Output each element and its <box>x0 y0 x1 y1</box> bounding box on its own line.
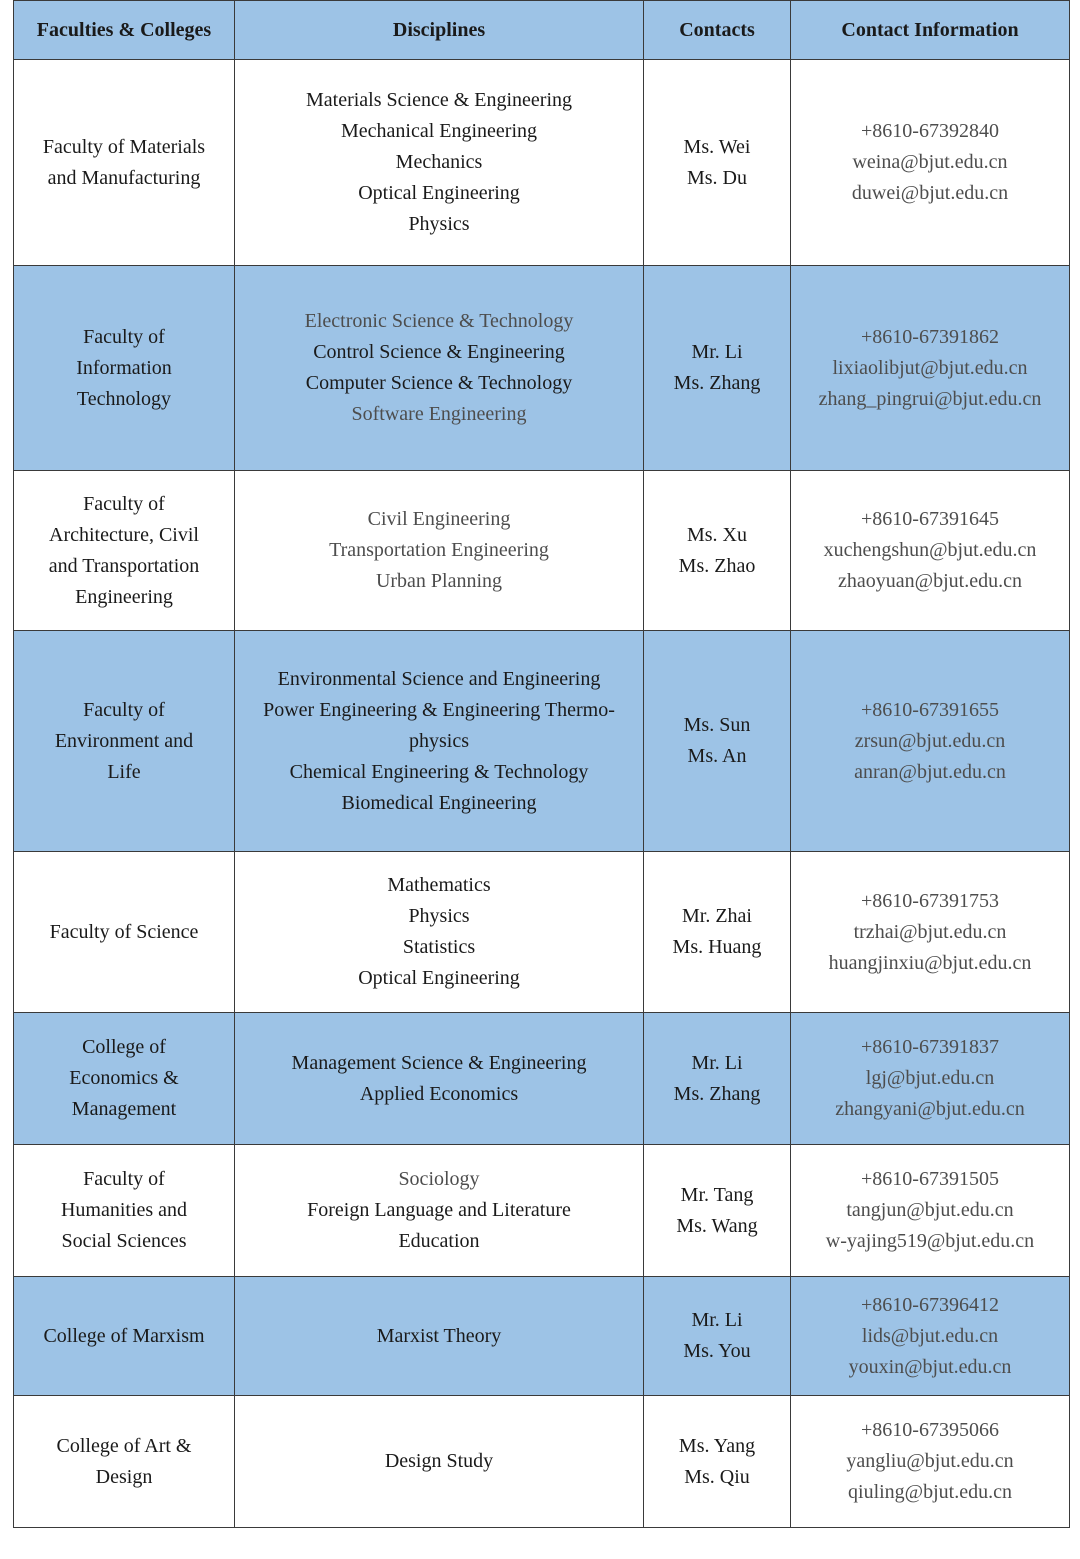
faculty-contacts-table <box>13 0 1070 1528</box>
contact-detail: zrsun@bjut.edu.cn <box>854 729 1006 752</box>
contact-name: Ms. Du <box>686 166 747 189</box>
contact-detail: xuchengshun@bjut.edu.cn <box>823 539 1037 561</box>
table-row <box>14 60 1070 266</box>
discipline-line: Applied Economics <box>359 1082 519 1105</box>
contact-name: Ms. Zhang <box>673 372 761 394</box>
contact-detail: huangjinxiu@bjut.edu.cn <box>828 951 1032 974</box>
contact-detail: zhangyani@bjut.edu.cn <box>835 1098 1025 1120</box>
faculty-line: Environment and <box>54 729 194 752</box>
discipline-line: Education <box>398 1230 480 1252</box>
contact-info-cell <box>791 266 1070 471</box>
contacts-cell <box>644 1013 791 1145</box>
contact-name: Mr. Li <box>691 341 743 363</box>
contact-info-cell <box>791 60 1070 266</box>
discipline-line: Design Study <box>384 1450 494 1472</box>
disciplines-cell <box>235 60 644 266</box>
faculty-line: Architecture, Civil <box>49 523 199 546</box>
contact-detail: +8610-67391655 <box>861 698 999 721</box>
faculty-line: Humanities and <box>60 1199 188 1221</box>
contacts-cell <box>644 60 791 266</box>
discipline-line: Physics <box>408 905 470 927</box>
contact-info-cell <box>791 1396 1070 1528</box>
contact-name: Mr. Li <box>691 1051 743 1074</box>
contact-name: Ms. Zhang <box>673 1082 761 1105</box>
contact-name: Mr. Tang <box>680 1183 754 1206</box>
discipline-line: Biomedical Engineering <box>341 791 537 814</box>
contact-info-cell <box>791 1277 1070 1396</box>
contact-name: Ms. Xu <box>686 523 747 546</box>
contact-detail: zhaoyuan@bjut.edu.cn <box>838 570 1022 592</box>
contact-detail: lgj@bjut.edu.cn <box>865 1067 995 1089</box>
contact-detail: tangjun@bjut.edu.cn <box>846 1199 1014 1221</box>
discipline-line: Software Engineering <box>351 403 527 425</box>
disciplines-cell <box>235 266 644 471</box>
discipline-line: Management Science & Engineering <box>291 1051 587 1074</box>
contacts-cell <box>644 631 791 852</box>
faculty-line: College of Marxism <box>43 1324 205 1347</box>
contacts-cell <box>644 1396 791 1528</box>
contact-detail: +8610-67391753 <box>861 889 999 912</box>
faculty-line: Technology <box>76 387 172 410</box>
faculty-cell <box>14 60 235 266</box>
contact-detail: +8610-67391837 <box>861 1036 999 1058</box>
disciplines-cell <box>235 852 644 1013</box>
contact-detail: w-yajing519@bjut.edu.cn <box>825 1230 1035 1252</box>
discipline-line: Materials Science & Engineering <box>305 89 572 111</box>
faculty-line: Faculty of <box>83 698 165 721</box>
table-row <box>14 631 1070 852</box>
faculty-cell <box>14 1145 235 1277</box>
header-disciplines: Disciplines <box>235 1 644 60</box>
contact-detail: qiuling@bjut.edu.cn <box>848 1481 1012 1503</box>
contact-name: Ms. Sun <box>683 714 751 736</box>
contact-info-cell <box>791 471 1070 631</box>
faculty-cell <box>14 1013 235 1145</box>
contact-name: Ms. Zhao <box>678 554 756 577</box>
table-body <box>14 60 1070 1528</box>
faculty-cell <box>14 266 235 471</box>
faculty-line: Faculty of <box>83 325 165 348</box>
discipline-line: Mechanical Engineering <box>340 120 538 142</box>
faculty-line: Economics & <box>69 1067 179 1089</box>
discipline-line: Marxist Theory <box>376 1324 502 1347</box>
contact-name: Ms. Wang <box>676 1214 758 1237</box>
discipline-line: Sociology <box>398 1168 480 1190</box>
disciplines-cell <box>235 631 644 852</box>
contact-name: Ms. You <box>683 1340 751 1362</box>
disciplines-cell <box>235 1013 644 1145</box>
header-contact-information: Contact Information <box>791 1 1070 60</box>
discipline-line: Foreign Language and Literature <box>307 1199 571 1221</box>
contact-detail: +8610-67391862 <box>861 325 999 348</box>
contact-detail: +8610-67391645 <box>861 508 999 530</box>
faculty-cell <box>14 471 235 631</box>
contact-detail: lixiaolibjut@bjut.edu.cn <box>832 356 1028 379</box>
faculty-line: Design <box>95 1465 153 1488</box>
contact-detail: anran@bjut.edu.cn <box>854 760 1006 783</box>
table-row <box>14 1145 1070 1277</box>
faculty-line: and Manufacturing <box>47 166 201 189</box>
contacts-cell <box>644 1145 791 1277</box>
discipline-line: Control Science & Engineering <box>313 341 565 363</box>
contact-name: Mr. Zhai <box>682 905 752 927</box>
table-row <box>14 471 1070 631</box>
contacts-cell <box>644 852 791 1013</box>
discipline-line: Optical Engineering <box>358 182 520 204</box>
contact-info-cell <box>791 852 1070 1013</box>
table-row <box>14 266 1070 471</box>
discipline-line: physics <box>409 729 469 752</box>
contact-name: Ms. Yang <box>678 1434 756 1457</box>
contact-detail: duwei@bjut.edu.cn <box>851 182 1009 204</box>
faculty-line: Social Sciences <box>61 1230 187 1252</box>
discipline-line: Power Engineering & Engineering Thermo- <box>263 698 615 721</box>
faculty-line: Faculty of <box>83 492 165 515</box>
discipline-line: Physics <box>408 213 470 235</box>
faculty-line: Information <box>76 356 172 379</box>
contact-detail: zhang_pingrui@bjut.edu.cn <box>818 387 1042 410</box>
contact-detail: youxin@bjut.edu.cn <box>848 1355 1012 1378</box>
table-row <box>14 1277 1070 1396</box>
faculty-line: Faculty of Materials <box>42 135 206 158</box>
contact-name: Ms. Qiu <box>684 1465 750 1488</box>
contact-detail: +8610-67395066 <box>861 1419 999 1441</box>
faculty-cell <box>14 631 235 852</box>
header-row <box>14 1 1070 60</box>
contacts-cell <box>644 1277 791 1396</box>
disciplines-cell <box>235 471 644 631</box>
contact-detail: +8610-67392840 <box>861 120 999 142</box>
table-row <box>14 852 1070 1013</box>
contact-info-cell <box>791 1145 1070 1277</box>
disciplines-cell <box>235 1145 644 1277</box>
faculty-line: College of <box>82 1036 166 1058</box>
contact-name: Mr. Li <box>691 1309 743 1331</box>
table-row <box>14 1396 1070 1528</box>
disciplines-cell <box>235 1277 644 1396</box>
contact-info-cell <box>791 1013 1070 1145</box>
faculty-line: Faculty of Science <box>49 920 199 943</box>
discipline-line: Mechanics <box>395 151 483 173</box>
faculty-cell <box>14 1277 235 1396</box>
discipline-line: Transportation Engineering <box>329 539 549 561</box>
faculty-cell <box>14 852 235 1013</box>
contact-name: Ms. Huang <box>672 936 762 958</box>
discipline-line: Mathematics <box>387 874 491 896</box>
contact-detail: trzhai@bjut.edu.cn <box>853 920 1007 943</box>
discipline-line: Chemical Engineering & Technology <box>289 760 589 783</box>
contact-info-cell <box>791 631 1070 852</box>
faculty-cell <box>14 1396 235 1528</box>
faculty-line: Faculty of <box>83 1168 165 1190</box>
faculty-line: Management <box>71 1098 177 1120</box>
table-row <box>14 1013 1070 1145</box>
contact-detail: lids@bjut.edu.cn <box>861 1324 999 1347</box>
disciplines-cell <box>235 1396 644 1528</box>
contact-detail: +8610-67391505 <box>861 1168 999 1190</box>
contact-name: Ms. Wei <box>683 135 751 158</box>
discipline-line: Electronic Science & Technology <box>304 310 574 332</box>
header-contacts: Contacts <box>644 1 791 60</box>
faculty-line: Life <box>107 760 141 783</box>
discipline-line: Computer Science & Technology <box>305 372 573 394</box>
faculty-line: and Transportation <box>48 554 200 577</box>
contacts-cell <box>644 266 791 471</box>
discipline-line: Civil Engineering <box>367 508 511 530</box>
faculty-line: College of Art & <box>56 1434 192 1457</box>
discipline-line: Statistics <box>402 936 476 958</box>
header-faculties: Faculties & Colleges <box>14 1 235 60</box>
contact-detail: weina@bjut.edu.cn <box>852 151 1008 173</box>
discipline-line: Urban Planning <box>375 570 503 592</box>
contact-name: Ms. An <box>687 745 747 767</box>
faculty-line: Engineering <box>75 585 173 608</box>
contact-detail: +8610-67396412 <box>861 1293 999 1316</box>
contacts-cell <box>644 471 791 631</box>
discipline-line: Optical Engineering <box>358 967 520 989</box>
contact-detail: yangliu@bjut.edu.cn <box>846 1450 1014 1472</box>
discipline-line: Environmental Science and Engineering <box>277 667 601 690</box>
